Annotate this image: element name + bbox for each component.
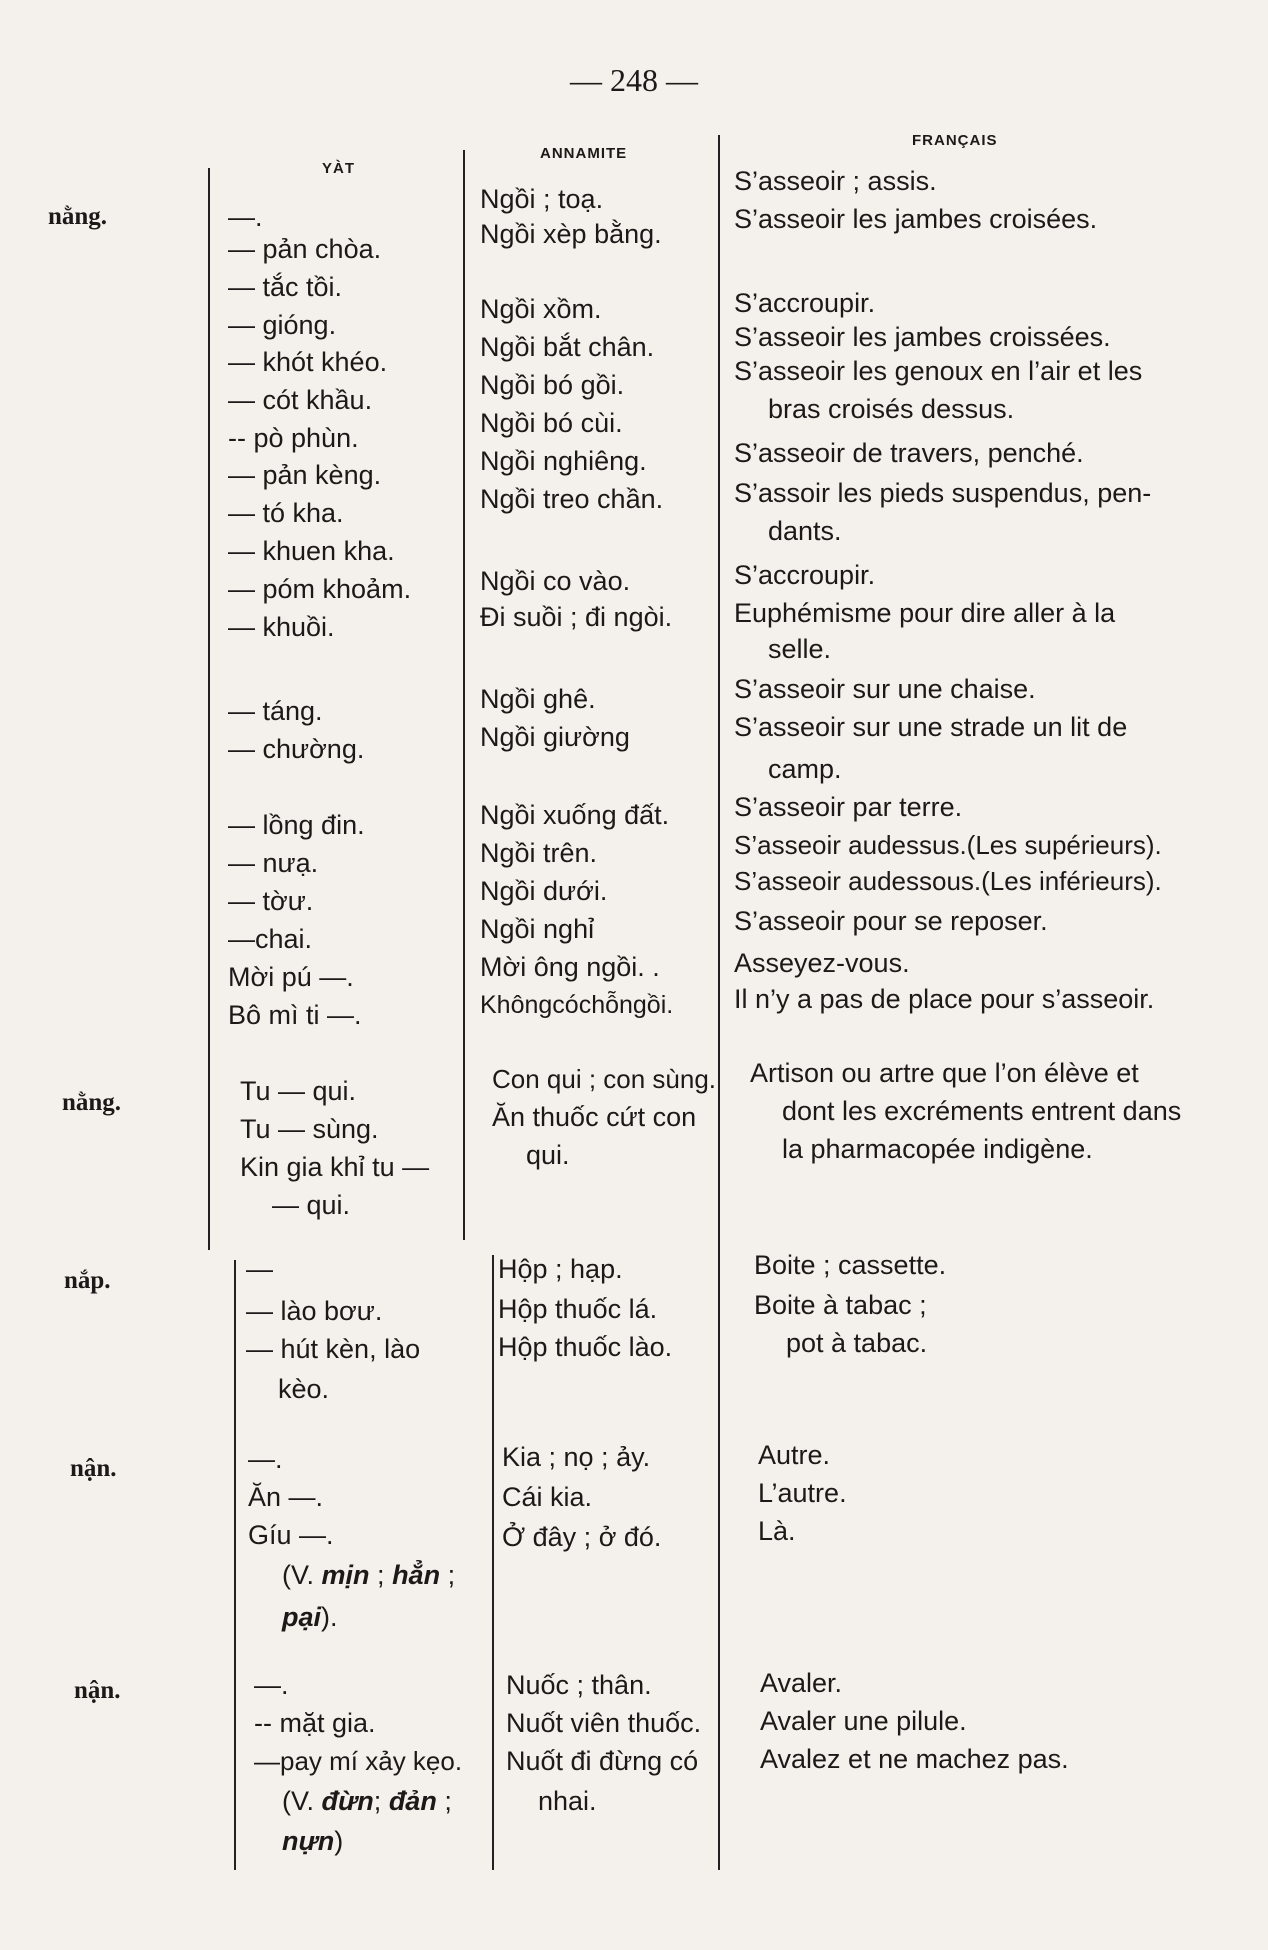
yat-entry: Tu — qui.: [240, 1076, 357, 1106]
annamite-entry: Con qui ; con sùng.: [492, 1064, 717, 1094]
column-rule-middle-upper: [463, 150, 465, 1240]
annamite-entry: Ngồi giường: [480, 722, 630, 752]
french-entry: camp.: [768, 754, 842, 784]
page-number: — 248 —: [570, 62, 698, 98]
column-header-yat: YÀT: [322, 160, 355, 177]
headword: nằng.: [48, 203, 108, 230]
yat-entry: — khuen kha.: [228, 536, 395, 566]
french-entry: dont les excréments entrent dans: [782, 1096, 1182, 1126]
yat-entry: —pay mí xảy kẹo.: [254, 1746, 463, 1776]
french-entry: L’autre.: [758, 1478, 847, 1508]
french-entry: pot à tabac.: [786, 1328, 928, 1358]
french-entry: S’assoir les pieds suspendus, pen-: [734, 478, 1152, 508]
yat-entry: — tờư.: [228, 886, 314, 916]
annamite-entry: Ngồi bó gồi.: [480, 370, 625, 400]
french-entry: S’asseoir les jambes croisées.: [734, 204, 1098, 234]
annamite-entry: Ngồi xuống đất.: [480, 800, 670, 830]
annamite-entry: Ngồi ghê.: [480, 684, 596, 714]
annamite-entry: Ngồi trên.: [480, 838, 598, 868]
french-entry: selle.: [768, 634, 832, 664]
french-entry: S’accroupir.: [734, 560, 876, 590]
french-entry: S’asseoir sur une strade un lit de: [734, 712, 1128, 742]
column-header-francais: FRANÇAIS: [912, 132, 998, 149]
french-entry: Avaler une pilule.: [760, 1706, 967, 1736]
french-entry: Euphémisme pour dire aller à la: [734, 598, 1116, 628]
french-entry: Boite ; cassette.: [754, 1250, 947, 1280]
headword: nằng.: [62, 1089, 122, 1116]
annamite-entry: Cái kia.: [502, 1482, 593, 1512]
yat-entry: — tắc tồi.: [228, 272, 343, 302]
french-entry: S’asseoir sur une chaise.: [734, 674, 1036, 704]
yat-entry: — lồng đin.: [228, 810, 365, 840]
annamite-entry: Kia ; nọ ; ảy.: [502, 1442, 651, 1472]
yat-entry: —.: [248, 1444, 283, 1474]
french-entry: S’asseoir audessous.(Les inférieurs).: [734, 866, 1162, 896]
french-entry: dants.: [768, 516, 842, 546]
french-entry: S’asseoir ; assis.: [734, 166, 937, 196]
annamite-entry: Hộp thuốc lào.: [498, 1332, 673, 1362]
yat-entry: — gióng.: [228, 310, 337, 340]
yat-entry: — pản kèng.: [228, 460, 382, 490]
french-entry: Boite à tabac ;: [754, 1290, 927, 1320]
annamite-entry: Ngồi dưới.: [480, 876, 608, 906]
yat-entry: -- pò phùn.: [228, 423, 359, 453]
annamite-entry: Ngồi bắt chân.: [480, 332, 655, 362]
yat-entry: — khót khéo.: [228, 347, 388, 377]
yat-note: pại).: [282, 1602, 338, 1632]
yat-entry: — cót khầu.: [228, 385, 373, 415]
french-entry: la pharmacopée indigène.: [782, 1134, 1093, 1164]
yat-entry: Bô mì ti —.: [228, 1000, 362, 1030]
yat-entry: — hút kèn, lào: [246, 1334, 421, 1364]
yat-entry: — nưạ.: [228, 848, 319, 878]
french-entry: bras croisés dessus.: [768, 394, 1015, 424]
french-entry: S’asseoir pour se reposer.: [734, 906, 1048, 936]
annamite-entry: Nuốc ; thân.: [506, 1670, 652, 1700]
annamite-entry: Ngồi xèp bằng.: [480, 219, 662, 249]
annamite-entry: Ngồi nghỉ: [480, 914, 595, 944]
annamite-entry: Ăn thuốc cứt con: [492, 1102, 697, 1132]
french-entry: S’asseoir audessus.(Les supérieurs).: [734, 830, 1162, 860]
annamite-entry: Ngồi xồm.: [480, 294, 602, 324]
french-entry: Avalez et ne machez pas.: [760, 1744, 1069, 1774]
french-entry: S’asseoir les jambes croissées.: [734, 322, 1111, 352]
annamite-entry: Ngồi co vào.: [480, 566, 631, 596]
annamite-entry: Khôngcóchỗngồi.: [480, 991, 674, 1019]
yat-entry: — póm khoảm.: [228, 574, 412, 604]
yat-entry: — lào bơư.: [246, 1296, 383, 1326]
french-entry: S’asseoir les genoux en l’air et les: [734, 356, 1143, 386]
yat-note: nựn): [282, 1826, 344, 1856]
yat-note: (V. mịn ; hẳn ;: [282, 1560, 456, 1590]
annamite-entry: Nuốt đi đừng có: [506, 1746, 699, 1776]
column-rule-middle-lower: [492, 1255, 494, 1870]
french-entry: Il n’y a pas de place pour s’asseoir.: [734, 984, 1155, 1014]
annamite-entry: Đi suồi ; đi ngòi.: [480, 602, 673, 632]
headword: nận.: [74, 1677, 121, 1704]
french-entry: S’asseoir par terre.: [734, 792, 963, 822]
yat-entry: Kin gia khỉ tu —: [240, 1152, 430, 1182]
column-rule-left-lower: [234, 1260, 236, 1870]
annamite-entry: Hộp thuốc lá.: [498, 1294, 658, 1324]
column-rule-right: [718, 135, 720, 1870]
french-entry: Là.: [758, 1516, 796, 1546]
yat-entry: — qui.: [272, 1190, 351, 1220]
annamite-entry: qui.: [526, 1140, 570, 1170]
headword: nắp.: [64, 1267, 111, 1294]
french-entry: Asseyez-vous.: [734, 948, 910, 978]
french-entry: S’accroupir.: [734, 288, 876, 318]
headword: nận.: [70, 1455, 117, 1482]
annamite-entry: nhai.: [538, 1786, 597, 1816]
yat-entry: — chường.: [228, 734, 365, 764]
french-entry: Avaler.: [760, 1668, 843, 1698]
yat-entry: — khuồi.: [228, 612, 335, 642]
french-entry: Autre.: [758, 1440, 831, 1470]
yat-entry: — pản chòa.: [228, 234, 382, 264]
yat-entry: — táng.: [228, 696, 323, 726]
annamite-entry: Ngồi treo chần.: [480, 484, 664, 514]
annamite-entry: Ngồi bó cùi.: [480, 408, 623, 438]
french-entry: S’asseoir de travers, penché.: [734, 438, 1084, 468]
yat-entry: Tu — sùng.: [240, 1114, 379, 1144]
annamite-entry: Hộp ; hạp.: [498, 1254, 623, 1284]
column-header-annamite: ANNAMITE: [540, 145, 628, 162]
yat-entry: Mời pú —.: [228, 962, 354, 992]
yat-note: (V. đừn; đản ;: [282, 1786, 452, 1816]
annamite-entry: Ngồi ; toạ.: [480, 184, 604, 214]
annamite-entry: Nuốt viên thuốc.: [506, 1708, 702, 1738]
yat-entry: —.: [228, 202, 263, 232]
annamite-entry: Ngồi nghiêng.: [480, 446, 647, 476]
annamite-entry: Ở đây ; ở đó.: [502, 1522, 662, 1552]
yat-entry: — tó kha.: [228, 498, 344, 528]
yat-entry: Gíu —.: [248, 1520, 334, 1550]
yat-entry: —.: [254, 1670, 289, 1700]
annamite-entry: Mời ông ngồi. .: [480, 952, 660, 982]
yat-entry: —chai.: [228, 924, 313, 954]
french-entry: Artison ou artre que l’on élève et: [750, 1058, 1139, 1088]
yat-entry: -- mặt gia.: [254, 1708, 376, 1738]
column-rule-left-upper: [208, 168, 210, 1250]
yat-entry: —: [246, 1254, 273, 1284]
yat-entry: kèo.: [278, 1374, 330, 1404]
yat-entry: Ăn —.: [248, 1482, 324, 1512]
